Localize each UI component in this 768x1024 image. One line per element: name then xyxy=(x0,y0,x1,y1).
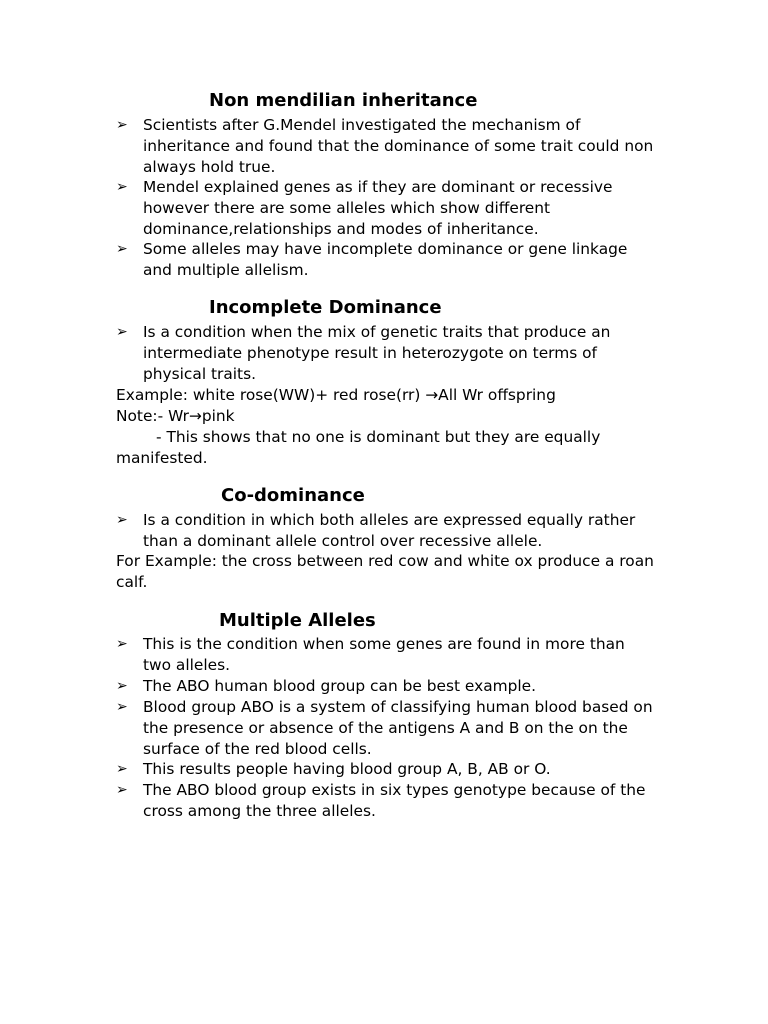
bullet-arrow-icon: ➢ xyxy=(116,782,128,798)
bullet-text: This results people having blood group A, B, AB or O. xyxy=(143,760,551,778)
bullet-arrow-icon: ➢ xyxy=(116,241,128,257)
bullet-item xyxy=(116,510,656,552)
bullet-item xyxy=(116,780,656,822)
bullet-text: Scientists after G.Mendel investigated the mechanism of inheritance and found that the dominance of some trait could non always hold true. xyxy=(143,116,654,176)
bullet-text: Some alleles may have incomplete dominance or gene linkage and multiple allelism. xyxy=(143,240,628,279)
bullet-text: Blood group ABO is a system of classifying human blood based on the presence or absence of the antigens A and B on the on the surface of the red blood cells. xyxy=(143,698,653,758)
bullet-item xyxy=(116,177,656,239)
bullet-item xyxy=(116,676,656,697)
example-paragraph: For Example: the cross between red cow and white ox produce a roan calf. xyxy=(116,552,654,591)
bullet-item xyxy=(116,634,656,676)
bullet-text: Mendel explained genes as if they are dominant or recessive however there are some alleles which show different dominance,relationships and modes of inheritance. xyxy=(143,178,613,238)
bullet-text: Is a condition when the mix of genetic traits that produce an intermediate phenotype result in heterozygote on terms of physical traits. xyxy=(143,323,611,383)
explanation-paragraph: - This shows that no one is dominant but they are equally manifested. xyxy=(116,428,601,467)
bullet-text: The ABO blood group exists in six types genotype because of the cross among the three alleles. xyxy=(143,781,646,820)
heading-non-mendelian-inheritance: Non mendilian inheritance xyxy=(209,90,478,111)
heading-incomplete-dominance: Incomplete Dominance xyxy=(209,297,442,318)
example-paragraph: Example: white rose(WW)+ red rose(rr) →All Wr offspring xyxy=(116,386,556,404)
bullet-item xyxy=(116,115,656,177)
bullet-item xyxy=(116,322,656,384)
note-paragraph: Note:- Wr→pink xyxy=(116,407,235,425)
bullet-arrow-icon: ➢ xyxy=(116,179,128,195)
heading-co-dominance: Co-dominance xyxy=(221,485,365,506)
bullet-arrow-icon: ➢ xyxy=(116,117,128,133)
bullet-item xyxy=(116,239,656,281)
bullet-item xyxy=(116,697,656,759)
bullet-item xyxy=(116,759,656,780)
bullet-text: This is the condition when some genes are found in more than two alleles. xyxy=(143,635,625,674)
bullet-arrow-icon: ➢ xyxy=(116,699,128,715)
bullet-arrow-icon: ➢ xyxy=(116,636,128,652)
bullet-arrow-icon: ➢ xyxy=(116,761,128,777)
bullet-arrow-icon: ➢ xyxy=(116,512,128,528)
bullet-arrow-icon: ➢ xyxy=(116,678,128,694)
heading-multiple-alleles: Multiple Alleles xyxy=(219,610,376,631)
bullet-text: Is a condition in which both alleles are expressed equally rather than a dominant allele control over recessive allele. xyxy=(143,511,636,550)
bullet-arrow-icon: ➢ xyxy=(116,324,128,340)
bullet-text: The ABO human blood group can be best example. xyxy=(143,677,537,695)
